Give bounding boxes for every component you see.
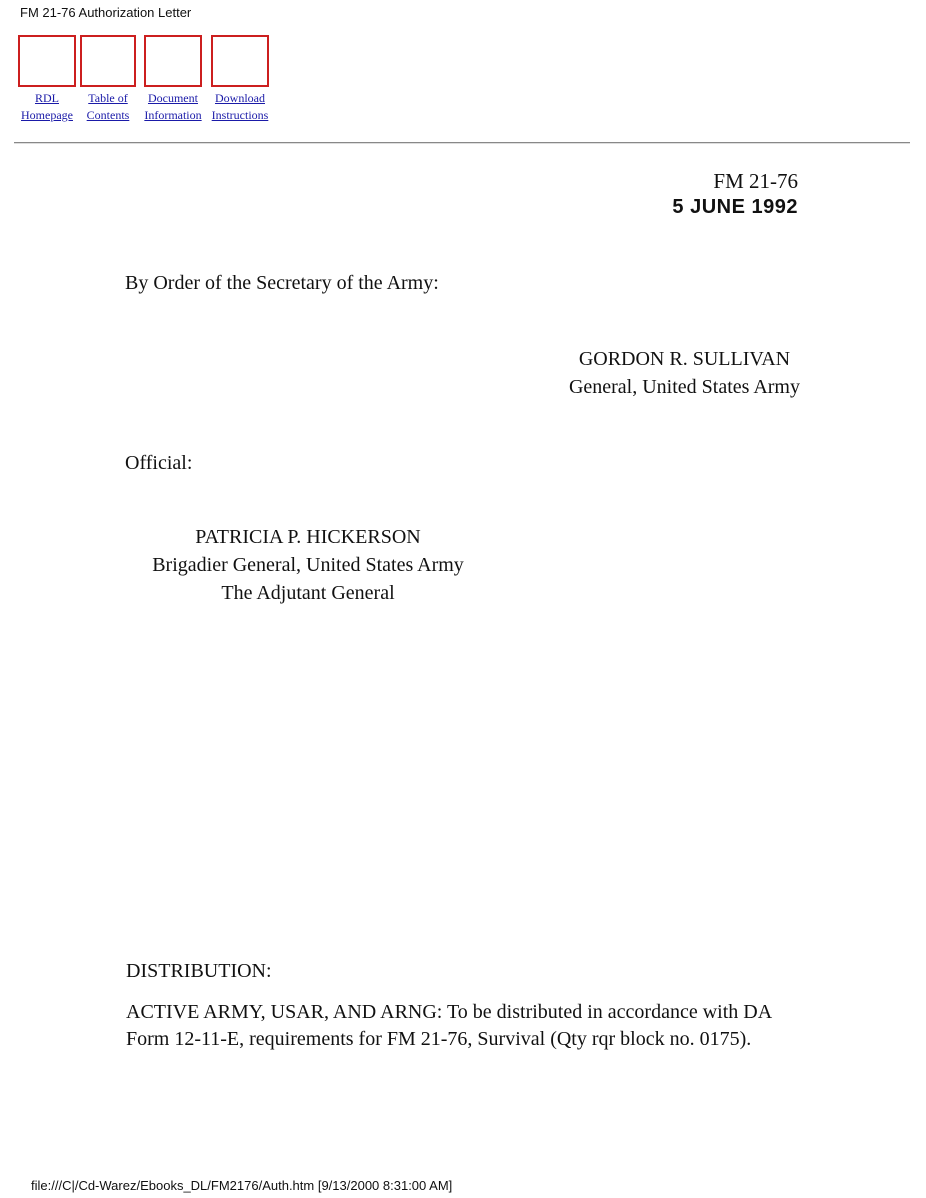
nav-download-instructions-link[interactable]: [207, 35, 273, 124]
navigation-bar: [17, 35, 273, 124]
official-label: Official:: [125, 452, 193, 474]
download-instructions-icon[interactable]: [211, 35, 269, 87]
nav-document-information-label[interactable]: Document Information: [144, 91, 202, 122]
official-name: PATRICIA P. HICKERSON: [195, 526, 421, 548]
nav-table-of-contents-label[interactable]: Table of Contents: [86, 91, 130, 122]
nav-rdl-homepage-label[interactable]: RDL Homepage: [21, 91, 73, 122]
by-order-line: By Order of the Secretary of the Army:: [125, 272, 439, 294]
distribution-text: ACTIVE ARMY, USAR, AND ARNG: To be distributed in accordance with DA Form 12-11-E, requirements for FM 21-76, Survival (Qty rqr block no. 0175).: [126, 1001, 772, 1050]
table-of-contents-icon[interactable]: [80, 35, 136, 87]
official-title: Brigadier General, United States Army: [152, 554, 464, 576]
nav-rdl-homepage-link[interactable]: [17, 35, 77, 124]
nav-table-of-contents-link[interactable]: [77, 35, 139, 124]
nav-document-information-link[interactable]: [139, 35, 207, 124]
official-block: [125, 523, 491, 607]
official-role: The Adjutant General: [221, 582, 395, 604]
rdl-homepage-icon[interactable]: [18, 35, 76, 87]
fm-date: 5 JUNE 1992: [672, 196, 798, 218]
distribution-heading: DISTRIBUTION:: [126, 960, 272, 982]
horizontal-divider: [14, 142, 910, 144]
print-footer-path: file:///C|/Cd-Warez/Ebooks_DL/FM2176/Auth.htm [9/13/2000 8:31:00 AM]: [31, 1178, 453, 1193]
fm-number: FM 21-76: [713, 169, 798, 193]
signer-block: [569, 345, 800, 401]
nav-download-instructions-label[interactable]: Download Instructions: [211, 91, 269, 122]
signer-name: GORDON R. SULLIVAN: [578, 348, 791, 370]
signer-title: General, United States Army: [568, 376, 800, 398]
print-header-title: FM 21-76 Authorization Letter: [20, 5, 192, 20]
fm-header-block: [672, 168, 798, 220]
document-information-icon[interactable]: [144, 35, 202, 87]
